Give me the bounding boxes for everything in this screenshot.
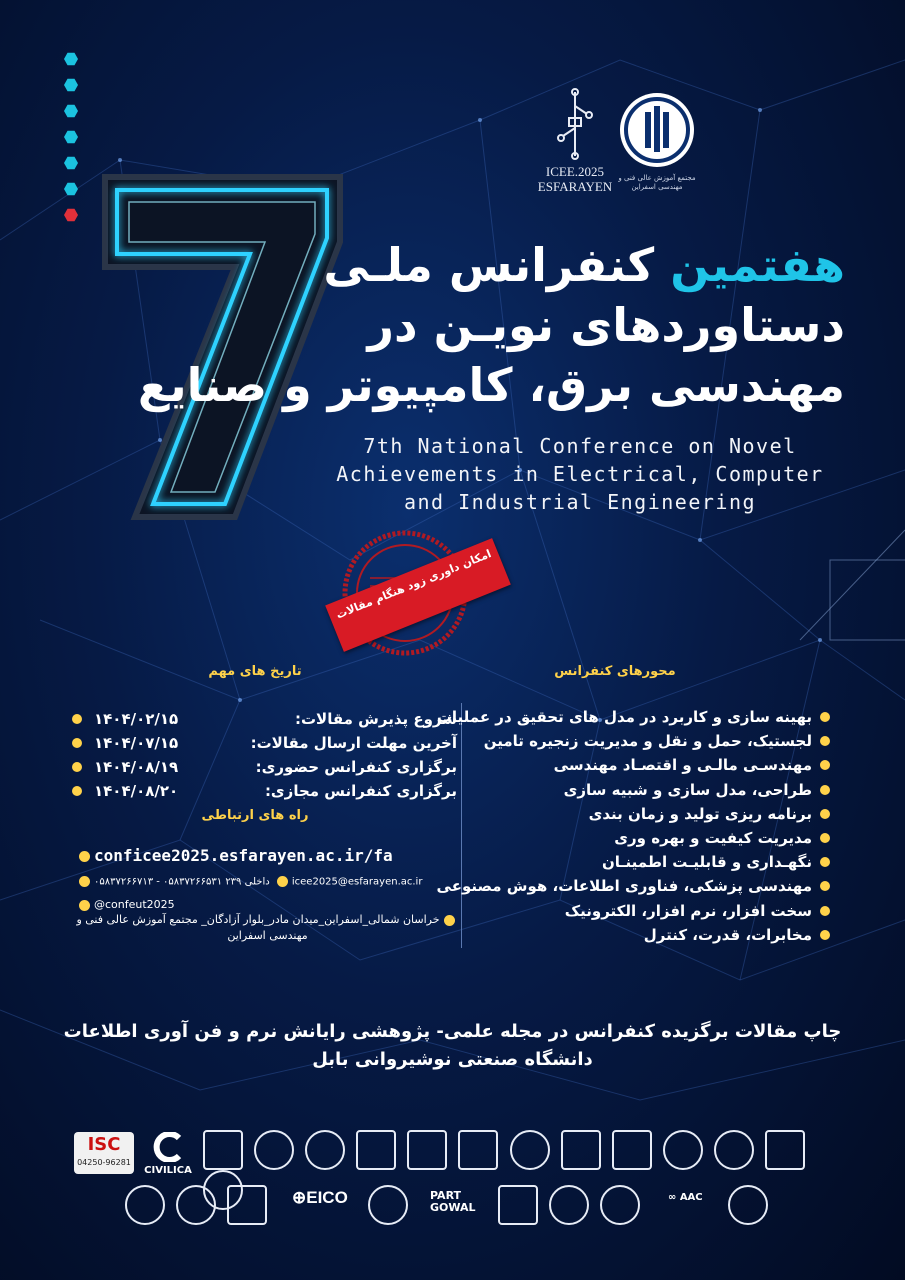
bullet-icon xyxy=(820,857,830,867)
list-item xyxy=(445,753,830,777)
english-title xyxy=(300,432,860,516)
list-item xyxy=(445,826,830,850)
english-title-line-1: 7th National Conference on Novel xyxy=(363,434,797,458)
hex-dot-red xyxy=(64,208,78,222)
date-value: ۱۴۰۴/۰۸/۱۹ xyxy=(94,758,179,776)
civilica-label: CIVILICA xyxy=(144,1165,192,1176)
list-item xyxy=(445,802,830,826)
list-item xyxy=(72,707,457,731)
hex-dot xyxy=(64,182,78,196)
axis-label: مهندسـی مالـی و اقتصـاد مهندسی xyxy=(553,756,812,775)
sponsor-logo xyxy=(728,1185,768,1225)
isc-code: 04250-96281 xyxy=(77,1158,131,1167)
address-row xyxy=(75,912,460,944)
university-emblem-icon xyxy=(617,90,697,170)
hex-dot xyxy=(64,52,78,66)
date-value: ۱۴۰۴/۰۲/۱۵ xyxy=(94,710,179,728)
eico-logo: ⊕EICO xyxy=(292,1188,348,1207)
bullet-icon xyxy=(820,785,830,795)
sponsor-logo xyxy=(458,1130,498,1170)
university-subtitle: مجتمع آموزش عالی فنی و مهندسی اسفراین xyxy=(618,174,696,191)
aac-label: AAC xyxy=(679,1192,703,1203)
bullet-icon xyxy=(820,760,830,770)
axis-label: نگهـداری و قابلیـت اطمینـان xyxy=(601,853,812,872)
english-title-line-2: Achievements in Electrical, Computer xyxy=(336,462,824,486)
english-title-line-3: and Industrial Engineering xyxy=(403,490,757,514)
instagram-icon xyxy=(79,900,90,911)
eico-label: EICO xyxy=(306,1188,348,1207)
hex-dot xyxy=(64,156,78,170)
icee-label-city: ESFARAYEN xyxy=(537,179,613,194)
list-item xyxy=(436,705,830,729)
date-value: ۱۴۰۴/۰۷/۱۵ xyxy=(94,734,179,752)
instagram-row xyxy=(75,898,455,911)
list-item xyxy=(72,731,457,755)
axes-list xyxy=(436,705,830,947)
axis-label: لجستیک، حمل و نقل و مدیریت زنجیره تامین xyxy=(483,732,812,751)
hex-dot xyxy=(64,104,78,118)
sponsor-logo xyxy=(498,1185,538,1225)
isc-label: ISC xyxy=(87,1134,121,1155)
civilica-icon xyxy=(151,1132,185,1162)
sponsor-logo xyxy=(600,1185,640,1225)
dates-heading: تاریخ های مهم xyxy=(208,664,302,679)
university-logo xyxy=(612,90,702,210)
list-item xyxy=(72,779,457,803)
sponsor-logo xyxy=(176,1185,216,1225)
date-label: آخرین مهلت ارسال مقالات: xyxy=(250,734,457,752)
decorative-dots xyxy=(64,52,84,234)
contact-heading: راه های ارتباطی xyxy=(201,808,309,823)
axes-heading: محورهای کنفرانس xyxy=(554,664,676,679)
partgowal-logo xyxy=(430,1190,476,1214)
title-highlight: هفتمین xyxy=(670,238,845,292)
email-icon xyxy=(277,876,288,887)
address-text: خراسان شمالی_اسفراین_میدان مادر_بلوار آزادگان_ مجتمع آموزش عالی فنی و مهندسی اسفراین xyxy=(76,913,440,942)
sponsor-logo xyxy=(765,1130,805,1170)
sponsor-logo xyxy=(356,1130,396,1170)
axis-label: طراحی، مدل سازی و شبیه سازی xyxy=(563,780,812,799)
list-item xyxy=(72,755,457,779)
bullet-icon xyxy=(72,738,82,748)
icee-label-year: ICEE.2025 xyxy=(545,164,605,179)
axis-label: بهینه سازی و کاربرد در مدل های تحقیق در عملیات xyxy=(436,708,812,727)
sponsor-logo xyxy=(254,1130,294,1170)
bullet-icon xyxy=(820,833,830,843)
civilica-logo xyxy=(140,1132,196,1178)
bullet-icon xyxy=(820,881,830,891)
sponsor-logo xyxy=(549,1185,589,1225)
phone-email-row xyxy=(75,876,455,888)
date-label: شروع پذیرش مقالات: xyxy=(294,710,457,728)
list-item xyxy=(445,729,830,753)
axis-label: مخابرات، قدرت، کنترل xyxy=(643,925,812,944)
date-value: ۱۴۰۴/۰۸/۲۰ xyxy=(94,782,179,800)
sponsor-logo xyxy=(663,1130,703,1170)
stamp-ribbon: امکان داوری زود هنگام مقالات xyxy=(325,538,511,652)
sponsor-logo xyxy=(368,1185,408,1225)
dates-list xyxy=(72,707,457,803)
phone-numbers: ۰۵۸۳۷۲۶۶۷۱۳ - ۰۵۸۳۷۲۶۶۵۳۱ داخلی ۲۳۹ xyxy=(94,876,270,888)
isc-logo xyxy=(74,1132,134,1174)
bullet-icon xyxy=(820,712,830,722)
sponsor-logos-row-2-mid xyxy=(365,1185,425,1225)
journal-line-1: چاپ مقالات برگزیده کنفرانس در مجله علمی- پژوهشی رایانش نرم و فن آوری اطلاعات xyxy=(63,1021,842,1042)
sponsor-logo xyxy=(305,1130,345,1170)
list-item xyxy=(445,778,830,802)
sponsor-logo xyxy=(125,1185,165,1225)
journal-notice xyxy=(60,1018,845,1074)
list-item xyxy=(445,923,830,947)
location-pin-icon xyxy=(444,915,455,926)
list-item xyxy=(445,850,830,874)
journal-line-2: دانشگاه صنعتی نوشیروانی بابل xyxy=(312,1049,593,1070)
hex-dot xyxy=(64,130,78,144)
date-label: برگزاری کنفرانس مجازی: xyxy=(264,782,457,800)
sponsor-logo xyxy=(203,1130,243,1170)
bullet-icon xyxy=(820,906,830,916)
sponsor-logo xyxy=(561,1130,601,1170)
sponsor-logos-row-2-right xyxy=(495,1185,665,1225)
sponsor-logo xyxy=(510,1130,550,1170)
sponsor-logos-row-2-end xyxy=(725,1185,785,1225)
bullet-icon xyxy=(820,736,830,746)
sponsor-logo xyxy=(714,1130,754,1170)
title-line-2: دستاوردهای نویـن در xyxy=(367,298,845,352)
bullet-icon xyxy=(72,786,82,796)
bullet-icon xyxy=(72,762,82,772)
date-label: برگزاری کنفرانس حضوری: xyxy=(255,758,457,776)
list-item xyxy=(436,874,830,898)
axis-label: برنامه ریزی تولید و زمان بندی xyxy=(588,804,812,823)
sponsor-logo xyxy=(227,1185,267,1225)
title-line-1-rest: کنفرانس ملـی xyxy=(323,238,671,292)
website-link[interactable]: conficee2025.esfarayen.ac.ir/fa xyxy=(94,846,393,865)
bullet-icon xyxy=(820,809,830,819)
axis-label: مدیریت کیفیت و بهره وری xyxy=(614,829,812,848)
partgowal-line-2: GOWAL xyxy=(430,1201,476,1214)
partgowal-line-1: PART xyxy=(430,1189,462,1202)
sponsor-logo xyxy=(407,1130,447,1170)
instagram-handle[interactable]: @confeut2025 xyxy=(94,898,175,911)
hex-dot xyxy=(64,78,78,92)
title-line-3: مهندسی برق، کامپیوتر و صنایع xyxy=(137,358,845,412)
sponsor-logo xyxy=(612,1130,652,1170)
bullet-icon xyxy=(820,930,830,940)
email-address[interactable]: icee2025@esfarayen.ac.ir xyxy=(291,876,423,888)
list-item xyxy=(445,899,830,923)
bullet-icon xyxy=(72,714,82,724)
globe-icon xyxy=(79,851,90,862)
sponsor-logos-row-2-left xyxy=(122,1185,292,1225)
aac-logo: ∞ AAC xyxy=(668,1192,703,1203)
website-row[interactable] xyxy=(75,846,455,865)
axis-label: مهندسی پزشکی، فناوری اطلاعات، هوش مصنوعی xyxy=(436,877,812,896)
title-line-1 xyxy=(323,238,845,292)
phone-icon xyxy=(79,876,90,887)
circuit-icon xyxy=(555,88,595,160)
axis-label: سخت افزار، نرم افزار، الکترونیک xyxy=(564,901,812,920)
